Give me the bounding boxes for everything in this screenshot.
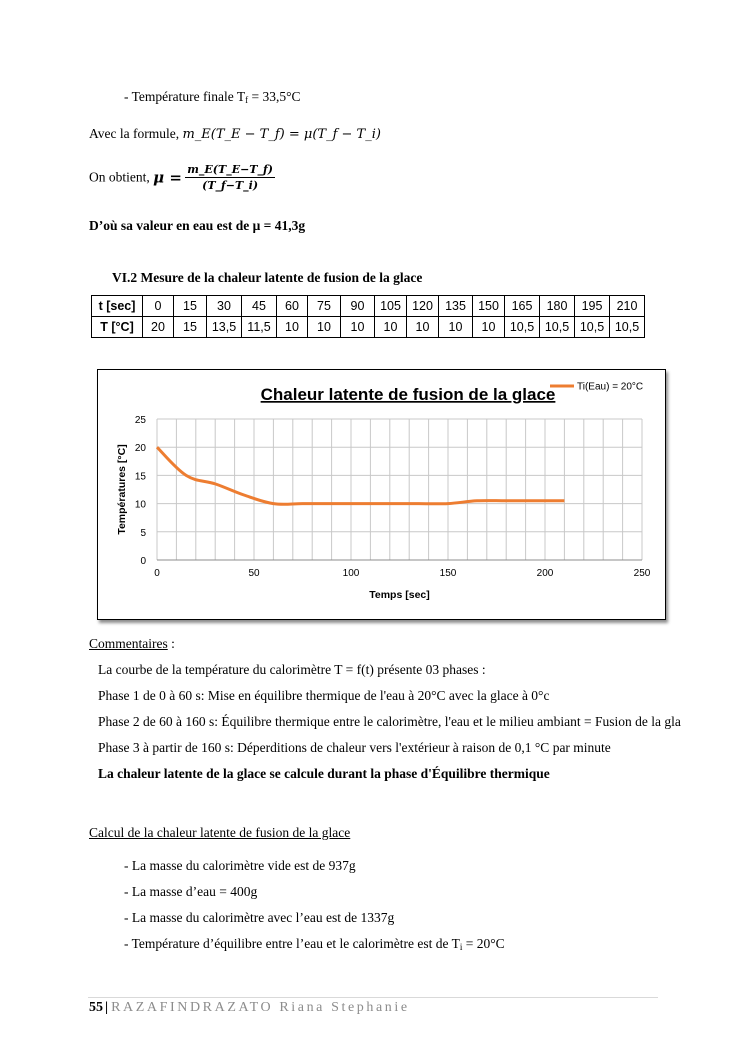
table-cell: 45 <box>242 296 277 317</box>
table-cell: 15 <box>174 296 207 317</box>
x-tick-label: 0 <box>154 568 160 579</box>
row-header: t [sec] <box>92 296 143 317</box>
x-tick-label: 150 <box>439 568 457 579</box>
table-row <box>92 317 645 338</box>
table-cell: 105 <box>375 296 407 317</box>
table-cell: 10 <box>407 317 439 338</box>
mu-numerator: m_E(T_E−T_f) <box>187 163 273 176</box>
calc-item: - La masse du calorimètre avec l’eau est de 1337g <box>124 910 395 925</box>
calc-item: - La masse du calorimètre vide est de 937g <box>124 858 356 873</box>
comment-conclusion: La chaleur latente de la glace se calcule durant la phase d'Équilibre thermique <box>98 766 550 781</box>
table-cell: 10 <box>341 317 375 338</box>
table-cell: 210 <box>610 296 645 317</box>
table-row <box>92 296 645 317</box>
table-cell: 13,5 <box>207 317 242 338</box>
footer-divider <box>88 997 658 998</box>
table-cell: 60 <box>277 296 308 317</box>
comments-heading-line: Commentaires : <box>89 636 175 651</box>
y-tick-label: 5 <box>140 527 146 539</box>
table-cell: 10,5 <box>505 317 540 338</box>
comment-line: Phase 1 de 0 à 60 s: Mise en équilibre thermique de l'eau à 20°C avec la glace à 0°c <box>98 688 550 703</box>
x-axis-label: Temps [sec] <box>369 589 430 601</box>
page-number: 55 <box>89 1000 103 1015</box>
table-cell: 90 <box>341 296 375 317</box>
table-cell: 10 <box>277 317 308 338</box>
calc-item: - La masse d’eau = 400g <box>124 884 258 899</box>
table-cell: 0 <box>143 296 174 317</box>
table-cell: 10,5 <box>540 317 575 338</box>
table-cell: 165 <box>505 296 540 317</box>
page-footer <box>89 1000 410 1016</box>
section-title: VI.2 Mesure de la chaleur latente de fusion de la glace <box>112 270 423 285</box>
table-cell: 11,5 <box>242 317 277 338</box>
table-cell: 120 <box>407 296 439 317</box>
line-chart <box>98 370 665 619</box>
mu-fraction <box>185 163 275 192</box>
table-cell: 10,5 <box>575 317 610 338</box>
table-cell: 75 <box>308 296 341 317</box>
table-cell: 10,5 <box>610 317 645 338</box>
table-cell: 30 <box>207 296 242 317</box>
chart-container <box>97 369 666 620</box>
y-tick-label: 0 <box>140 556 146 567</box>
table-cell: 10 <box>308 317 341 338</box>
y-tick-label: 20 <box>134 443 146 455</box>
x-tick-label: 250 <box>633 568 651 579</box>
mu-denominator: (T_f−T_i) <box>202 179 259 192</box>
x-tick-label: 200 <box>536 568 554 579</box>
table-cell: 15 <box>174 317 207 338</box>
mu-result: D’où sa valeur en eau est de μ = 41,3g <box>89 218 306 233</box>
x-tick-label: 100 <box>342 568 360 579</box>
measurement-table <box>91 295 645 338</box>
y-tick-label: 15 <box>134 471 146 483</box>
final-temperature-line: - Température finale $T_f = 33,5^\circ C$ <box>124 89 301 105</box>
table-cell: 195 <box>575 296 610 317</box>
y-tick-label: 25 <box>134 415 146 426</box>
comment-line: La courbe de la température du calorimètre T = f(t) présente 03 phases : <box>98 662 486 677</box>
x-tick-label: 50 <box>248 568 260 579</box>
chart-title: Chaleur latente de fusion de la glace <box>260 385 556 404</box>
calc-heading: Calcul de la chaleur latente de fusion de la glace <box>89 825 351 840</box>
table-cell: 135 <box>439 296 473 317</box>
mu-formula-line: On obtient, μ = $\frac{m\_E(T\_E-T\_f)}{(T\_f-T\_i)}$ <box>89 163 273 192</box>
mu-symbol: μ = <box>153 168 182 187</box>
y-tick-label: 10 <box>134 499 146 511</box>
footer-separator: | <box>105 1000 109 1015</box>
table-cell: 10 <box>473 317 505 338</box>
table-cell: 10 <box>439 317 473 338</box>
legend-label: Ti(Eau) = 20°C <box>577 381 644 393</box>
comment-line: Phase 3 à partir de 160 s: Déperditions de chaleur vers l'extérieur à raison de 0,1 °C par minute <box>98 740 611 755</box>
row-header: T [°C] <box>92 317 143 338</box>
comments-heading: Commentaires <box>89 636 168 651</box>
table-cell: 180 <box>540 296 575 317</box>
y-axis-label: Températures [°C] <box>116 444 128 535</box>
author-name: RAZAFINDRAZATO Riana Stephanie <box>111 1000 410 1015</box>
calorimetry-formula: m_E(T_E − T_f) = μ(T_f − T_i) <box>182 127 381 142</box>
table-cell: 10 <box>375 317 407 338</box>
table-cell: 150 <box>473 296 505 317</box>
table-cell: 20 <box>143 317 174 338</box>
formula-line: Avec la formule, m_E(T_E − T_f) = μ(T_f − T_i) <box>89 126 381 142</box>
comment-line: Phase 2 de 60 à 160 s: Équilibre thermique entre le calorimètre, l'eau et le milieu ambiant = Fusion de la gla <box>98 714 681 729</box>
calc-item: - Température d’équilibre entre l’eau et le calorimètre est de $T_i = 20^\circ C$ <box>124 936 505 952</box>
